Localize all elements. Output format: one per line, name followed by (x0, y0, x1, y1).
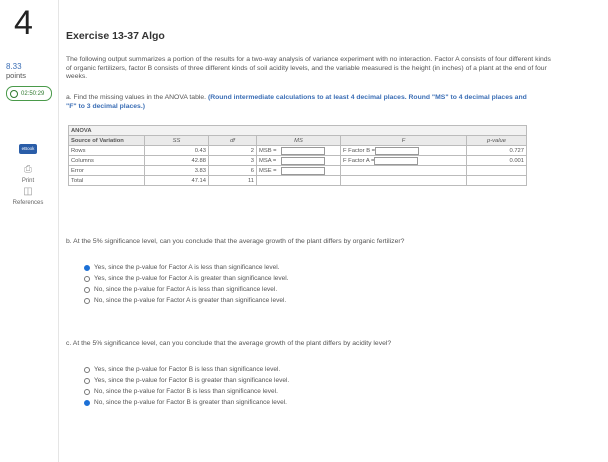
ss-cell: 42.88 (145, 156, 209, 166)
points-info (6, 62, 26, 80)
print-button[interactable] (8, 164, 48, 184)
timer[interactable] (6, 86, 52, 101)
anova-table (68, 125, 527, 186)
part-b-question: b. At the 5% significance level, can you conclude that the average growth of the plant differs by organic fertilizer? (66, 238, 405, 245)
df-cell: 11 (209, 176, 257, 186)
anova-caption: ANOVA (69, 126, 527, 136)
msa-label: MSA = (259, 158, 277, 165)
radio-button[interactable] (84, 265, 90, 271)
col-header-f: F (341, 136, 467, 146)
radio-button[interactable] (84, 287, 90, 293)
left-sidebar (0, 0, 59, 462)
msb-input[interactable] (281, 147, 325, 155)
ss-cell: 3.83 (145, 166, 209, 176)
points-value: 8.33 (6, 62, 22, 71)
pvalue-cell: 0.001 (467, 156, 527, 166)
f-factor-a-input[interactable] (374, 157, 418, 165)
ms-cell (257, 166, 341, 176)
f-factor-b-label: F Factor B = (343, 148, 376, 155)
option-text: Yes, since the p-value for Factor A is less than significance level. (94, 264, 280, 271)
df-cell: 6 (209, 166, 257, 176)
points-label: points (6, 71, 27, 80)
option-text: Yes, since the p-value for Factor A is greater than significance level. (94, 275, 289, 282)
pvalue-cell (467, 166, 527, 176)
option-text: Yes, since the p-value for Factor B is less than significance level. (94, 366, 281, 373)
print-label: Print (21, 178, 35, 184)
part-c-option-2[interactable] (84, 375, 289, 386)
part-c-options (84, 364, 289, 408)
part-a-prompt (66, 94, 536, 111)
part-b-option-3[interactable] (84, 284, 289, 295)
option-text: No, since the p-value for Factor B is less than significance level. (94, 388, 278, 395)
mse-label: MSE = (259, 168, 277, 175)
col-header-df: df (209, 136, 257, 146)
df-cell: 2 (209, 146, 257, 156)
part-c-question: c. At the 5% significance level, can you conclude that the average growth of the plant differs by acidity level? (66, 340, 392, 347)
source-cell: Error (69, 166, 145, 176)
radio-button[interactable] (84, 298, 90, 304)
col-header-source: Source of Variation (69, 136, 145, 146)
table-row-columns (69, 156, 527, 166)
option-text: No, since the p-value for Factor B is greater than significance level. (94, 399, 287, 406)
table-row-rows (69, 146, 527, 156)
exercise-intro: The following output summarizes a portion of the results for a two-way analysis of variance experiment with no interaction. Factor A consists of four different kinds of organic fertilizers, factor B consists of three different kinds of soil acidity levels, and the variable measured is the height (in inches) of a plant at the end of four weeks. (66, 56, 551, 81)
part-b-option-4[interactable] (84, 295, 289, 306)
radio-button[interactable] (84, 276, 90, 282)
f-cell (341, 176, 467, 186)
ms-cell (257, 146, 341, 156)
part-c-option-3[interactable] (84, 386, 289, 397)
msa-input[interactable] (281, 157, 325, 165)
col-header-ss: SS (145, 136, 209, 146)
msb-label: MSB = (259, 148, 277, 155)
pvalue-cell: 0.727 (467, 146, 527, 156)
option-text: No, since the p-value for Factor A is less than significance level. (94, 286, 278, 293)
references-label: References (12, 200, 44, 206)
col-header-ms: MS (257, 136, 341, 146)
timer-value: 02:50:29 (21, 90, 45, 97)
part-b-options (84, 262, 289, 306)
ss-cell: 0.43 (145, 146, 209, 156)
ms-cell (257, 176, 341, 186)
option-text: No, since the p-value for Factor A is greater than significance level. (94, 297, 287, 304)
part-c-option-1[interactable] (84, 364, 289, 375)
pvalue-cell (467, 176, 527, 186)
source-cell: Columns (69, 156, 145, 166)
clock-icon (10, 90, 18, 98)
radio-button[interactable] (84, 389, 90, 395)
f-cell (341, 166, 467, 176)
source-cell: Rows (69, 146, 145, 156)
part-c-option-4[interactable] (84, 397, 289, 408)
part-a-instructions: (Round intermediate calculations to at least 4 decimal places. Round "MS" to 4 decimal places and "F" to 3 decimal places.) (66, 94, 527, 110)
f-factor-a-label: F Factor A = (343, 158, 375, 165)
f-factor-b-input[interactable] (375, 147, 419, 155)
ms-cell (257, 156, 341, 166)
part-b-option-2[interactable] (84, 273, 289, 284)
source-cell: Total (69, 176, 145, 186)
ebook-button[interactable] (8, 144, 48, 156)
df-cell: 3 (209, 156, 257, 166)
mse-input[interactable] (281, 167, 325, 175)
table-row-total (69, 176, 527, 186)
exercise-title: Exercise 13-37 Algo (66, 30, 165, 42)
radio-button[interactable] (84, 367, 90, 373)
radio-button[interactable] (84, 378, 90, 384)
f-cell (341, 146, 467, 156)
table-row-error (69, 166, 527, 176)
ebook-icon: eBook (19, 144, 37, 154)
option-text: Yes, since the p-value for Factor B is greater than significance level. (94, 377, 290, 384)
ss-cell: 47.14 (145, 176, 209, 186)
references-icon: ◫ (23, 186, 33, 197)
f-cell (341, 156, 467, 166)
radio-button[interactable] (84, 400, 90, 406)
references-button[interactable] (8, 186, 48, 206)
part-b-option-1[interactable] (84, 262, 289, 273)
printer-icon: ⎙ (24, 164, 32, 175)
col-header-pvalue: p-value (467, 136, 527, 146)
question-number: 4 (14, 4, 33, 42)
part-a-text: a. Find the missing values in the ANOVA table. (66, 94, 207, 101)
